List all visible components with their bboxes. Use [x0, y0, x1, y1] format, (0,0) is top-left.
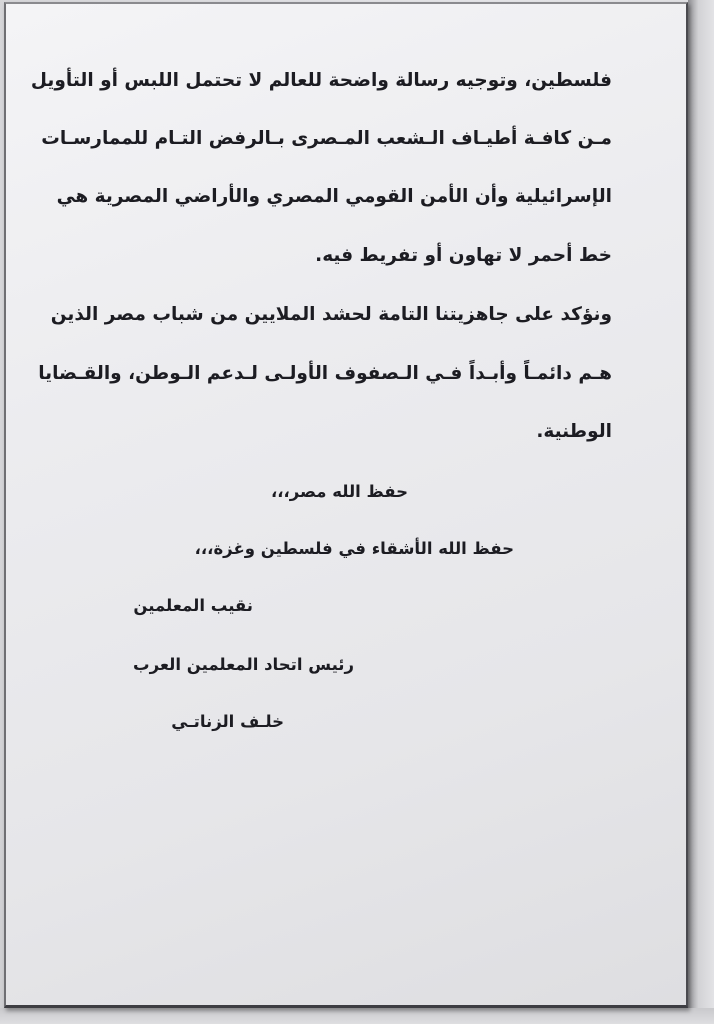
signature-title: نقيب المعلمين	[133, 596, 253, 615]
page-edge-shadow	[688, 0, 714, 1024]
closing-palestine: حفظ الله الأشقاء في فلسطين وغزة،،،	[194, 539, 514, 558]
body-line-2: مـن كافـة أطيـاف الـشعب المـصرى بـالرفض التـام للممارسـات	[41, 128, 612, 149]
closing-egypt: حفظ الله مصر،،،	[270, 482, 408, 501]
body-line-6: هـم دائمـاً وأبـداً فـي الـصفوف الأولـى لـدعم الـوطن، والقـضايا	[38, 363, 612, 384]
letter-page	[4, 2, 688, 1008]
signature-name: خلـف الزناتـي	[171, 712, 284, 731]
body-line-7: الوطنية.	[536, 421, 612, 442]
body-line-5: ونؤكد على جاهزيتنا التامة لحشد الملايين من شباب مصر الذين	[50, 304, 612, 325]
signature-position: رئيس اتحاد المعلمين العرب	[132, 655, 354, 674]
body-line-3: الإسرائيلية وأن الأمن القومي المصري والأراضي المصرية هي	[56, 186, 612, 207]
body-line-1: فلسطين، وتوجيه رسالة واضحة للعالم لا تحتمل اللبس أو التأويل	[30, 70, 612, 91]
body-line-4: خط أحمر لا تهاون أو تفريط فيه.	[315, 245, 612, 266]
table-surface	[0, 1008, 714, 1024]
